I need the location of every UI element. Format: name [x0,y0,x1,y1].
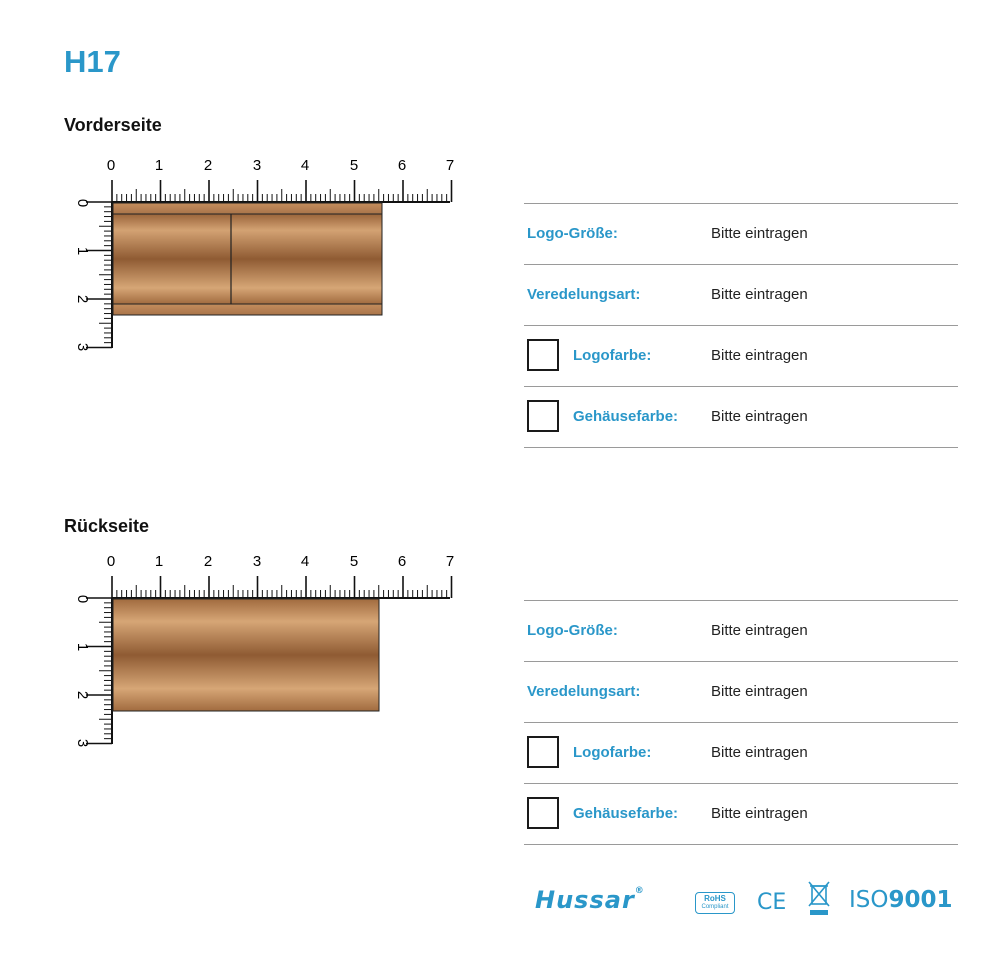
field-label: Veredelungsart: [527,683,641,700]
top-tick-label: 5 [349,553,359,570]
registered-mark: ® [634,886,645,896]
top-tick-label: 2 [203,553,213,570]
left-tick-label: 2 [74,690,91,700]
weee-bin-icon [807,880,831,916]
logo-color-checkbox[interactable] [527,736,559,768]
top-tick-label: 4 [300,553,310,570]
top-tick-label: 7 [445,157,455,174]
front-ruler-diagram [60,150,460,360]
top-tick-label: 0 [106,553,116,570]
top-tick-label: 2 [203,157,213,174]
logo-color-checkbox[interactable] [527,339,559,371]
top-tick-label: 3 [252,553,262,570]
field-value[interactable]: Bitte eintragen [711,408,808,425]
back-spec-form [524,600,958,845]
top-tick-label: 6 [397,157,407,174]
left-tick-label: 2 [74,294,91,304]
left-tick-label: 3 [74,342,91,352]
left-tick-label: 0 [74,594,91,604]
rohs-label: RoHS [704,894,726,903]
rohs-compliant-label: Compliant [701,904,729,910]
form-row-housing-color [524,386,958,448]
page-title: H17 [64,44,121,79]
top-ruler-ticks [112,576,452,598]
field-value[interactable]: Bitte eintragen [711,286,808,303]
iso-prefix: ISO [849,887,889,913]
field-label: Veredelungsart: [527,286,641,303]
top-tick-label: 7 [445,553,455,570]
brand-name: Hussar [535,886,635,914]
top-tick-label: 6 [397,553,407,570]
form-row-logo-color [524,722,958,783]
left-tick-label: 3 [74,738,91,748]
back-ruler-diagram [60,546,460,756]
form-row-finishing [524,264,958,325]
left-tick-label: 1 [74,642,91,652]
form-row-logo-size [524,600,958,661]
field-value[interactable]: Bitte eintragen [711,683,808,700]
left-tick-label: 1 [74,246,91,256]
product-back-body [113,599,379,711]
top-tick-label: 1 [154,157,164,174]
form-row-logo-color [524,325,958,386]
field-label: Logo-Größe: [527,622,618,639]
field-label: Gehäusefarbe: [573,805,679,822]
field-value[interactable]: Bitte eintragen [711,225,808,242]
iso-number: 9001 [888,887,953,913]
iso-certification-icon [849,887,953,913]
field-value[interactable]: Bitte eintragen [711,744,808,761]
field-value[interactable]: Bitte eintragen [711,622,808,639]
top-tick-label: 4 [300,157,310,174]
field-label: Logofarbe: [573,347,652,364]
housing-color-checkbox[interactable] [527,797,559,829]
form-row-finishing [524,661,958,722]
top-tick-label: 1 [154,553,164,570]
top-tick-label: 3 [252,157,262,174]
certification-footer [535,878,955,928]
product-bottom-rail [113,304,382,315]
left-ruler-ticks [86,598,112,744]
brand-logo [535,886,645,914]
ce-mark-icon: CE [757,890,787,915]
form-row-logo-size [524,203,958,264]
field-label: Logofarbe: [573,744,652,761]
section-label-back: Rückseite [64,516,150,536]
field-value[interactable]: Bitte eintragen [711,805,808,822]
field-label: Logo-Größe: [527,225,618,242]
product-top-rail [113,203,382,214]
product-front-body [113,214,382,304]
field-value[interactable]: Bitte eintragen [711,347,808,364]
left-ruler-ticks [86,202,112,348]
form-row-housing-color [524,783,958,845]
front-spec-form [524,203,958,448]
top-tick-label: 0 [106,157,116,174]
top-ruler-ticks [112,180,452,202]
rohs-icon [695,892,735,914]
section-label-front: Vorderseite [64,115,162,135]
left-tick-label: 0 [74,198,91,208]
top-tick-label: 5 [349,157,359,174]
field-label: Gehäusefarbe: [573,408,679,425]
housing-color-checkbox[interactable] [527,400,559,432]
